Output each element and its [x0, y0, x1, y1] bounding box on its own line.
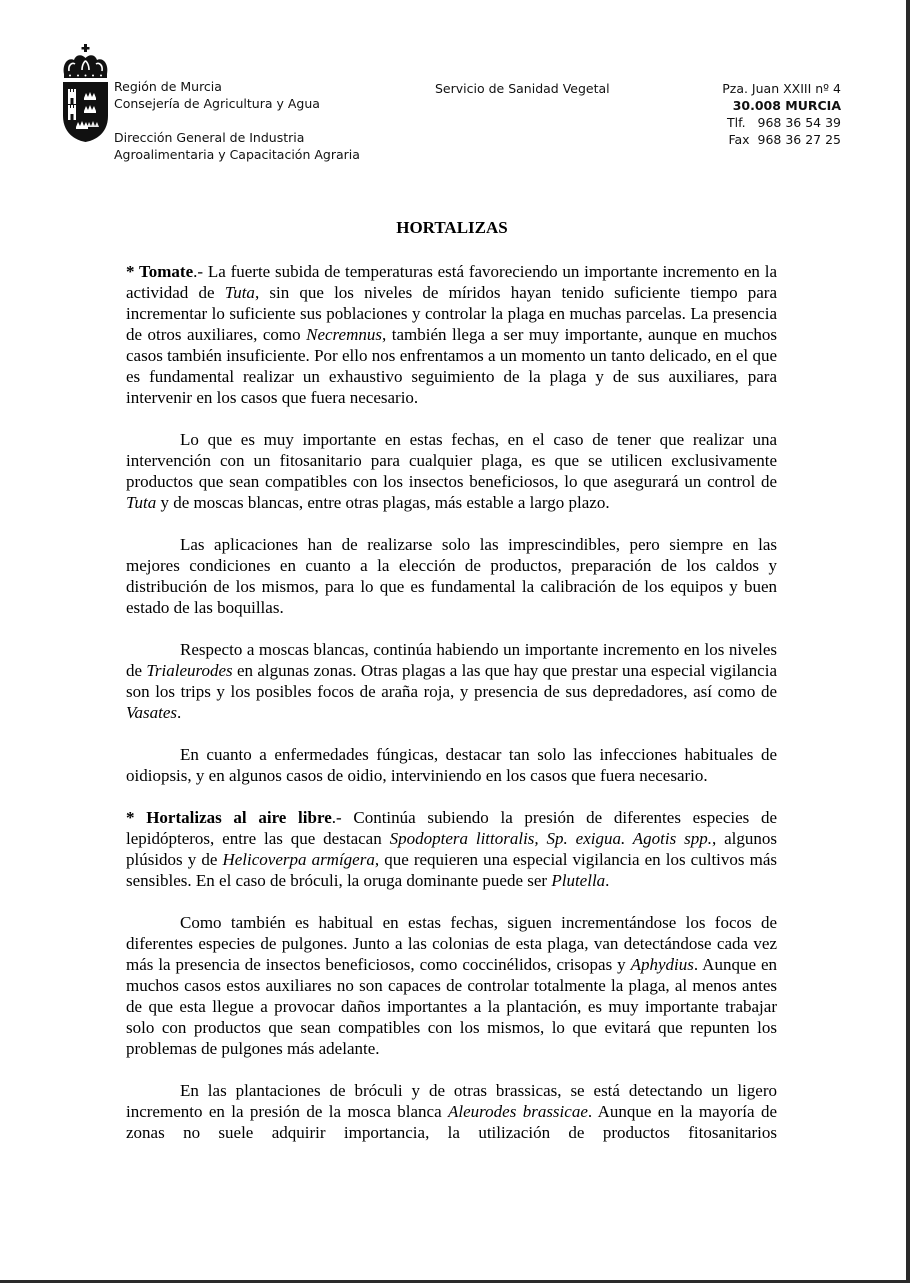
tomate-paragraph-5: En cuanto a enfermedades fúngicas, destacar tan solo las infecciones habituales de oidiopsis, y en algunos casos de oidio, interviniendo en los casos que fuera necesario. — [126, 745, 777, 785]
tomate-paragraph-3: Las aplicaciones han de realizarse solo las imprescindibles, pero siempre en las mejores condiciones en cuanto a la elección de productos, preparación de los caldos y distribución de los mismos, para lo que es fundamental la calibración de los equipos y buen estado de las boquillas. — [126, 535, 777, 617]
tomate-paragraph-4: Respecto a moscas blancas, continúa habiendo un importante incremento en los niveles de Trialeurodes en algunas zonas. Otras plagas a las que hay que prestar una especial vigilancia son los trips y los posibles focos de araña roja, y presencia de sus depredadores, así como de Vasates. — [126, 640, 777, 722]
tomate-heading: * Tomate — [126, 262, 194, 281]
address: Pza. Juan XXIII nº 4 — [722, 81, 841, 96]
page-title: HORTALIZAS — [396, 218, 508, 237]
aire-libre-heading: * Hortalizas al aire libre — [126, 808, 332, 827]
fax: Fax 968 36 27 25 — [728, 132, 841, 147]
aire-libre-paragraph-1: * Hortalizas al aire libre.- Continúa subiendo la presión de diferentes especies de lepidópteros, entre las que destacan Spodoptera littoralis, Sp. exigua. Agotis spp., algunos plúsidos y de Helicoverpa armígera, que requieren una especial vigilancia en los cultivos más sensibles. En el caso de bróculi, la oruga dominante puede ser Plutella. — [126, 808, 778, 890]
contact-block — [722, 80, 841, 148]
org-block — [114, 78, 320, 112]
department-line-1: Dirección General de Industria — [114, 130, 305, 145]
phone: Tlf. 968 36 54 39 — [727, 115, 841, 130]
department-line-2: Agroalimentaria y Capacitación Agraria — [114, 147, 360, 162]
org-region: Región de Murcia — [114, 79, 222, 94]
org-council: Consejería de Agricultura y Agua — [114, 96, 320, 111]
aire-libre-paragraph-2: Como también es habitual en estas fechas, siguen incrementándose los focos de diferentes especies de pulgones. Junto a las colonias de esta plaga, van detectándose cada vez más la presencia de insectos beneficiosos, como coccinélidos, crisopas y Aphydius. Aunque en muchos casos estos auxiliares no son capaces de controlar totalmente la plaga, al menos antes de que esta llegue a provocar daños importantes a la plantación, es muy importante trabajar solo con productos que sean compatibles con los mismos, lo que evitará que repunten los problemas de pulgones más adelante. — [126, 913, 777, 1058]
murcia-coat-of-arms-icon — [60, 44, 112, 144]
service-name: Servicio de Sanidad Vegetal — [435, 81, 610, 96]
document-body — [126, 261, 777, 1143]
tomate-paragraph-2: Lo que es muy importante en estas fechas, en el caso de tener que realizar una intervención con un fitosanitario para cualquier plaga, es que se utilicen exclusivamente productos que sean compatibles con los insectos beneficiosos, lo que asegurará un control de Tuta y de moscas blancas, entre otras plagas, más estable a largo plazo. — [126, 430, 777, 512]
postal-city: 30.008 MURCIA — [732, 98, 841, 113]
page-edge-right — [906, 0, 910, 1283]
aire-libre-paragraph-3: En las plantaciones de bróculi y de otras brassicas, se está detectando un ligero incremento en la presión de la mosca blanca Aleurodes brassicae. Aunque en la mayoría de zonas no suele adquirir importancia, la utilización de productos fitosanitarios — [126, 1081, 777, 1142]
tomate-paragraph-1: * Tomate.- La fuerte subida de temperaturas está favoreciendo un importante incremento en la actividad de Tuta, sin que los niveles de míridos hayan tenido suficiente tiempo para incrementar lo suficiente sus poblaciones y controlar la plaga en muchas parcelas. La presencia de otros auxiliares, como Necremnus, también llega a ser muy importante, aunque en muchos casos también insuficiente. Por ello nos enfrentamos a un momento un tanto delicado, en el que es fundamental realizar un exhaustivo seguimiento de la plaga y de sus auxiliares, para intervenir en los casos que fuera necesario. — [126, 262, 777, 407]
department-block — [114, 129, 360, 163]
